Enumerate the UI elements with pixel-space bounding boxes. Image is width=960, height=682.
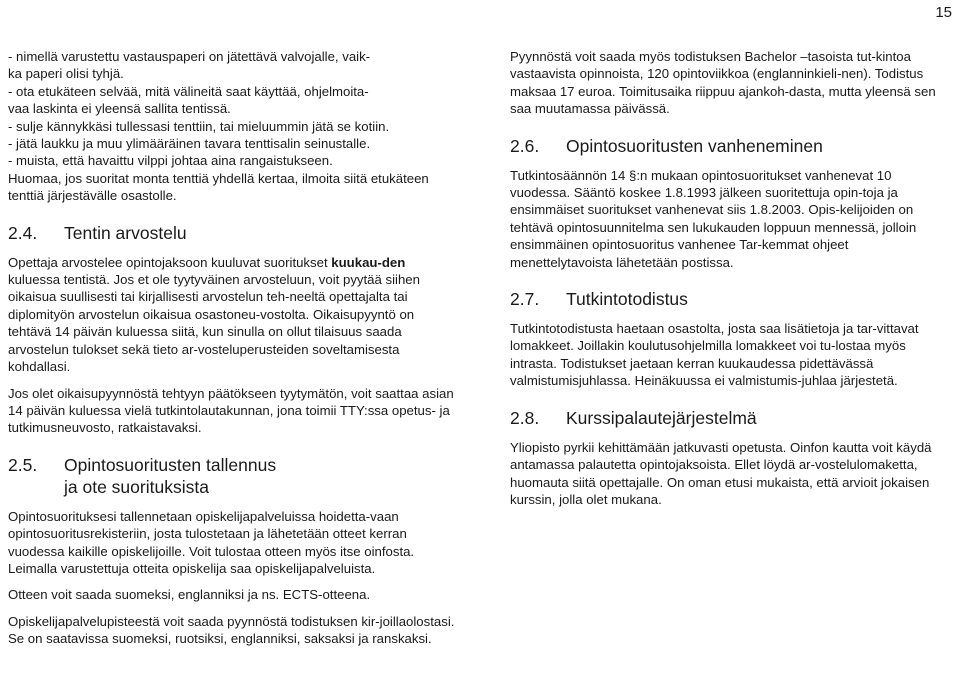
section-title-line: ja ote suorituksista [64,476,209,497]
list-item: - ota etukäteen selvää, mitä välineitä saat käyttää, ohjelmoita- [8,83,369,99]
emphasis-text: kuukau-den [331,254,406,270]
section-paragraph: Opiskelijapalvelupisteestä voit saada pyynnöstä todistuksen kir-joillaolostasi. Se on saatavissa suomeksi, ruotsiksi, englanniksi, saksaksi ja ranskaksi. [8,613,455,647]
exam-note: Huomaa, jos suoritat monta tenttiä yhdellä kertaa, ilmoita siitä etukäteen tenttiä järjestävälle osastolle. [8,170,429,204]
section-number: 2.6. [510,135,540,156]
section-paragraph: Yliopisto pyrkii kehittämään jatkuvasti opetusta. Oinfon kautta voit käydä antamassa palautetta opintojaksoista. Ellet löydä ar-vostelulomaketta, huomauta siitä opettajalle. On oman etusi mukaista, että arvioit jokaisen kurssin, jolla olet mukana. [510,439,932,507]
section-heading-2-6 [510,135,952,157]
section-title: Tutkintotodistus [566,289,688,310]
section-paragraph: Opintosuorituksesi tallennetaan opiskelijapalveluissa hoidetta-vaan opintosuoritusrekisteriin, josta tulostetaan ja lähetetään otteet kerran vuodessa kaikille opiskelijoille. Voit tulostaa otteen myös itse oinfosta. Leimalla varustettuja otteita opiskelija saa opiskelijapalveluista. [8,508,415,576]
section-paragraph: Tutkintosäännön 14 §:n mukaan opintosuoritukset vanhenevat 10 vuodessa. Sääntö koskee 1.8.1993 jälkeen suoritettuja opin-toja ja ensimmäiset suoritukset vanhenevat siis 1.8.2003. Opis-kelijoiden on tehtävä opintosuunnitelma sen lukukauden loppuun mennessä, jolloin ensimmäinen opintosuoritus vanhenee Tar-kemmat ohjeet menettelytavoista lähetetään postissa. [510,167,917,270]
left-column [8,48,456,648]
section-heading-2-8 [510,407,952,429]
section-title [64,454,276,498]
section-heading-2-4 [8,222,456,244]
section-title: Opintosuoritusten vanheneminen [566,135,823,156]
section-paragraph: Pyynnöstä voit saada myös todistuksen Bachelor –tasoista tut-kintoa vastaavista opinnoista, 120 opintoviikkoa (englanninkieli-nen). Todistus maksaa 17 euroa. Toimitusaika riippuu ajankoh-dasta, mutta yleensä sen saa muutamassa päivässä. [510,49,936,117]
page-number: 15 [935,4,952,21]
section-paragraph: Jos olet oikaisupyynnöstä tehtyyn päätökseen tyytymätön, voit saattaa asian 14 päivän kuluessa vielä tutkintolautakunnan, jona toimii TTY:ssa opetus- ja tutkimusneuvosto, ratkaistavaksi. [8,385,454,436]
list-item: vaa laskinta ei yleensä sallita tentissä. [8,101,231,117]
paragraph-text: Opettaja arvostelee opintojaksoon kuuluvat suoritukset [8,254,332,270]
section-paragraph [8,254,456,376]
paragraph-text: kuluessa tentistä. Jos et ole tyytyväinen arvosteluun, voit pyytää siihen oikaisua suullisesti tai kirjallisesti arvostelun teh-neeltä opettajalta tai diplomityön arvostelun oikaisua osastoneu-vostolta. Oikaisupyyntö on tehtävä 14 päivän kuluessa siitä, kun sinulla on ollut tilaisuus saada arvostelun tulokset sekä tieto ar-vosteluperusteiden soveltamisesta kohdallasi. [8,272,420,375]
section-heading-2-7 [510,288,952,310]
section-number: 2.4. [8,222,38,243]
section-heading-2-5 [8,454,456,498]
section-number: 2.7. [510,289,540,310]
exam-rules-list [8,48,456,170]
section-title-line: Opintosuoritusten tallennus [64,454,277,475]
list-item: - muista, että havaittu vilppi johtaa aina rangaistukseen. [8,153,333,169]
list-item: - nimellä varustettu vastauspaperi on jätettävä valvojalle, vaik- [8,49,371,64]
section-title: Tentin arvostelu [64,222,187,243]
section-paragraph: Otteen voit saada suomeksi, englanniksi ja ns. ECTS-otteena. [8,587,371,603]
section-number: 2.5. [8,454,38,475]
section-paragraph: Tutkintotodistusta haetaan osastolta, josta saa lisätietoja ja tar-vittavat lomakkeet. Joillakin koulutusohjelmilla lomakkeet voi tu-lostaa myös intrasta. Todistukset jaetaan kerran kuukaudessa pidettävässä valmistumisjuhlassa. Heinäkuussa ei valmistumis-juhlaa järjestetä. [510,321,919,389]
list-item: ka paperi olisi tyhjä. [8,66,124,82]
list-item: - sulje kännykkäsi tullessasi tenttiin, tai mieluummin jätä se kotiin. [8,118,390,134]
section-title: Kurssipalautejärjestelmä [566,407,757,428]
right-column [510,48,952,508]
section-number: 2.8. [510,407,540,428]
list-item: - jätä laukku ja muu ylimääräinen tavara tenttisalin seinustalle. [8,136,371,152]
